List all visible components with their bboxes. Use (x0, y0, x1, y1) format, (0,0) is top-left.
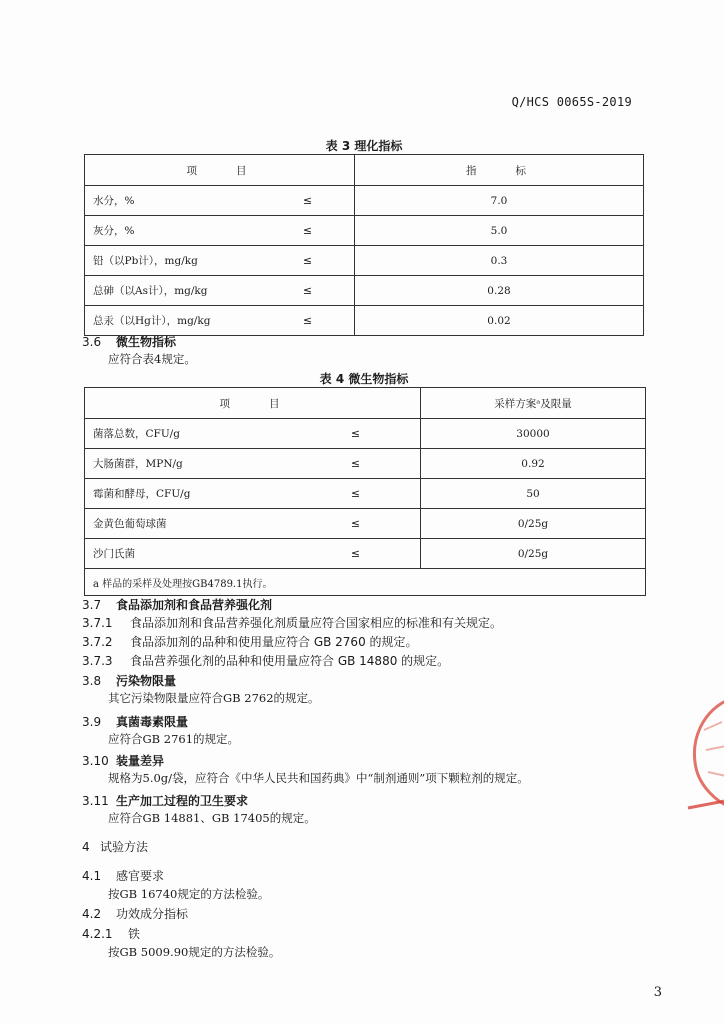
section-number: 4.2 (82, 907, 102, 921)
cell-value: 0/25g (421, 539, 646, 569)
cell-item: 总砷（以As计），mg/kg (85, 276, 262, 306)
cell-item: 金黄色葡萄球菌 (85, 509, 292, 539)
cell-operator: ≤ (291, 539, 421, 569)
cell-operator: ≤ (261, 246, 355, 276)
cell-value: 0.28 (355, 276, 644, 306)
section-4-1-heading (82, 867, 164, 884)
column-header-item: 项 目 (85, 155, 355, 186)
section-3-8-text: 其它污染物限量应符合GB 2762的规定。 (108, 691, 320, 705)
cell-value: 0.92 (421, 449, 646, 479)
section-title: 感官要求 (116, 869, 165, 883)
page-number: 3 (653, 985, 662, 1000)
cell-item: 沙门氏菌 (85, 539, 292, 569)
section-number: 3.11 (82, 794, 109, 808)
cell-operator: ≤ (261, 186, 355, 216)
cell-value: 0/25g (421, 509, 646, 539)
table4-caption: 表 4 微生物指标 (319, 372, 409, 386)
section-title: 生产加工过程的卫生要求 (116, 794, 249, 808)
cell-value: 0.02 (355, 306, 644, 336)
section-number: 3.7.1 (82, 616, 113, 630)
section-4-2-1-text: 按GB 5009.90规定的方法检验。 (108, 945, 281, 959)
table-row (85, 186, 644, 216)
section-number: 3.10 (82, 754, 109, 768)
section-4-2-1-heading (82, 925, 140, 942)
table-row (85, 419, 646, 449)
section-number: 3.6 (82, 335, 102, 349)
section-3-8-heading (82, 672, 176, 689)
section-number: 3.7 (82, 598, 102, 612)
section-title: 微生物指标 (116, 335, 177, 349)
cell-item: 水分，% (85, 186, 262, 216)
section-title: 污染物限量 (116, 674, 177, 688)
section-3-7-3 (82, 652, 449, 669)
table3-caption: 表 3 理化指标 (325, 139, 403, 153)
section-3-10-heading (82, 752, 164, 769)
section-3-6-heading (82, 333, 176, 350)
table-row (85, 246, 644, 276)
table-row (85, 449, 646, 479)
section-4-heading (82, 838, 148, 855)
cell-value: 5.0 (355, 216, 644, 246)
table-row (85, 216, 644, 246)
section-text: 食品添加剂的品种和使用量应符合 GB 2760 的规定。 (130, 635, 418, 649)
cell-operator: ≤ (261, 276, 355, 306)
cell-item: 大肠菌群，MPN/g (85, 449, 292, 479)
cell-operator: ≤ (291, 449, 421, 479)
cell-value: 0.3 (355, 246, 644, 276)
section-title: 装量差异 (116, 754, 165, 768)
section-text: 食品添加剂和食品营养强化剂质量应符合国家相应的标准和有关规定。 (130, 616, 503, 630)
cell-operator: ≤ (261, 306, 355, 336)
section-3-9-text: 应符合GB 2761的规定。 (108, 732, 240, 746)
table-header-row (85, 388, 646, 419)
table-footnote-row (85, 569, 646, 596)
cell-operator: ≤ (291, 419, 421, 449)
cell-operator: ≤ (291, 509, 421, 539)
table-row (85, 276, 644, 306)
table4 (84, 387, 646, 596)
section-number: 3.8 (82, 674, 102, 688)
table-row (85, 539, 646, 569)
section-3-10-text: 规格为5.0g/袋，应符合《中华人民共和国药典》中“制剂通则”项下颗粒剂的规定。 (108, 771, 529, 785)
section-title: 试验方法 (100, 840, 149, 854)
cell-value: 7.0 (355, 186, 644, 216)
table-footnote: a 样品的采样及处理按GB4789.1执行。 (85, 569, 646, 596)
section-number: 3.7.2 (82, 635, 113, 649)
section-title: 真菌毒素限量 (116, 715, 189, 729)
table3 (84, 154, 644, 336)
cell-item: 霉菌和酵母，CFU/g (85, 479, 292, 509)
cell-value: 30000 (421, 419, 646, 449)
cell-item: 菌落总数，CFU/g (85, 419, 292, 449)
cell-item: 铅（以Pb计），mg/kg (85, 246, 262, 276)
column-header-sampling: 采样方案ᵃ及限量 (421, 388, 646, 419)
section-3-7-2 (82, 633, 418, 650)
cell-operator: ≤ (291, 479, 421, 509)
table-row (85, 306, 644, 336)
section-3-9-heading (82, 713, 188, 730)
section-3-11-heading (82, 792, 248, 809)
column-header-item: 项 目 (85, 388, 421, 419)
section-title: 铁 (128, 927, 141, 941)
section-4-1-text: 按GB 16740规定的方法检验。 (108, 887, 270, 901)
cell-item: 总汞（以Hg计），mg/kg (85, 306, 262, 336)
section-3-6-text: 应符合表4规定。 (108, 352, 196, 366)
cell-value: 50 (421, 479, 646, 509)
section-number: 4 (82, 840, 90, 854)
red-seal-stamp (682, 690, 724, 820)
section-4-2-heading (82, 905, 188, 922)
section-number: 3.7.3 (82, 654, 113, 668)
section-3-11-text: 应符合GB 14881、GB 17405的规定。 (108, 811, 316, 825)
section-number: 4.2.1 (82, 927, 113, 941)
section-number: 4.1 (82, 869, 102, 883)
column-header-value: 指 标 (355, 155, 644, 186)
document-number: Q/HCS 0065S-2019 (511, 95, 632, 109)
section-3-7-1 (82, 614, 502, 631)
table-row (85, 509, 646, 539)
cell-operator: ≤ (261, 216, 355, 246)
table-row (85, 479, 646, 509)
section-number: 3.9 (82, 715, 102, 729)
section-text: 食品营养强化剂的品种和使用量应符合 GB 14880 的规定。 (130, 654, 450, 668)
cell-item: 灰分，% (85, 216, 262, 246)
section-3-7-heading (82, 596, 272, 613)
section-title: 功效成分指标 (116, 907, 189, 921)
section-title: 食品添加剂和食品营养强化剂 (116, 598, 273, 612)
table-header-row (85, 155, 644, 186)
